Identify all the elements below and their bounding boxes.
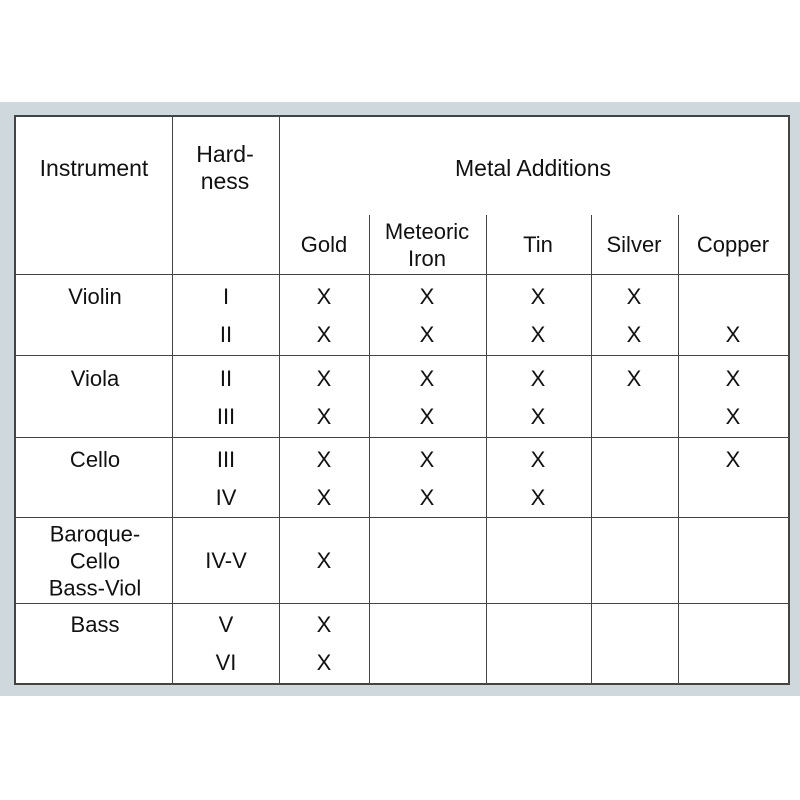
baroque-bottom-rule: [16, 603, 788, 604]
header-hardness: [196, 141, 254, 195]
divider-col-3: [369, 215, 370, 683]
hardness-bass-2: VI: [215, 650, 237, 675]
instrument-viola: Viola: [70, 366, 120, 391]
viola-bottom-rule: [16, 437, 788, 438]
hardness-viola-2: III: [216, 404, 236, 429]
hardness-violin-1: I: [222, 284, 230, 309]
mark-viola-ii-silver: X: [626, 366, 642, 391]
baroque-line2: Cello: [69, 548, 121, 574]
hardness-baroque: IV-V: [205, 548, 247, 573]
divider-col-6: [678, 215, 679, 683]
header-tin: Tin: [523, 232, 553, 257]
mark-bass-vi-gold: X: [316, 650, 332, 675]
mark-baroque-gold: X: [316, 548, 332, 573]
mark-cello-iii-tin: X: [530, 447, 546, 472]
mark-violin-i-tin: X: [530, 284, 546, 309]
header-meteoric-line2: Iron: [408, 246, 446, 271]
divider-col-4: [486, 215, 487, 683]
mark-violin-i-gold: X: [316, 284, 332, 309]
mark-bass-v-gold: X: [316, 612, 332, 637]
divider-col-1: [172, 117, 173, 683]
mark-violin-ii-silver: X: [626, 322, 642, 347]
hardness-violin-2: II: [219, 322, 233, 347]
cello-bottom-rule: [16, 517, 788, 518]
mark-violin-ii-copper: X: [725, 322, 741, 347]
divider-col-2: [279, 117, 280, 683]
baroque-line1: Baroque-: [49, 521, 141, 547]
mark-cello-iii-copper: X: [725, 447, 741, 472]
instrument-cello: Cello: [69, 447, 121, 472]
header-gold: Gold: [300, 232, 348, 257]
mark-cello-iv-tin: X: [530, 485, 546, 510]
mark-viola-iii-meteoric-iron: X: [419, 404, 435, 429]
header-instrument: Instrument: [39, 155, 149, 181]
mark-cello-iii-gold: X: [316, 447, 332, 472]
header-bottom-rule: [16, 274, 788, 275]
mark-cello-iii-meteoric-iron: X: [419, 447, 435, 472]
mark-viola-ii-tin: X: [530, 366, 546, 391]
header-metal-additions: Metal Additions: [455, 155, 611, 181]
mark-viola-iii-gold: X: [316, 404, 332, 429]
instrument-bass: Bass: [70, 612, 120, 637]
baroque-line3: Bass-Viol: [48, 575, 142, 601]
mark-viola-iii-tin: X: [530, 404, 546, 429]
header-meteoric-line1: Meteoric: [384, 219, 470, 244]
mark-viola-ii-copper: X: [725, 366, 741, 391]
mark-viola-ii-gold: X: [316, 366, 332, 391]
header-hardness-line2: ness: [200, 168, 250, 194]
hardness-cello-1: III: [216, 447, 236, 472]
mark-violin-ii-gold: X: [316, 322, 332, 347]
mark-cello-iv-meteoric-iron: X: [419, 485, 435, 510]
instrument-violin: Violin: [68, 284, 122, 309]
hardness-cello-2: IV: [215, 485, 237, 510]
mark-viola-iii-copper: X: [725, 404, 741, 429]
metal-additions-table: [14, 115, 790, 685]
mark-viola-ii-meteoric-iron: X: [419, 366, 435, 391]
mark-violin-i-meteoric-iron: X: [419, 284, 435, 309]
instrument-baroque-cello-bass-viol: [49, 521, 142, 602]
header-meteoric-iron: [385, 218, 469, 272]
header-hardness-line1: Hard-: [196, 141, 254, 167]
header-copper: Copper: [696, 232, 770, 257]
header-silver: Silver: [606, 232, 662, 257]
violin-bottom-rule: [16, 355, 788, 356]
hardness-bass-1: V: [218, 612, 234, 637]
mark-cello-iv-gold: X: [316, 485, 332, 510]
mark-violin-i-silver: X: [626, 284, 642, 309]
divider-col-5: [591, 215, 592, 683]
hardness-viola-1: II: [219, 366, 233, 391]
mark-violin-ii-meteoric-iron: X: [419, 322, 435, 347]
mark-violin-ii-tin: X: [530, 322, 546, 347]
